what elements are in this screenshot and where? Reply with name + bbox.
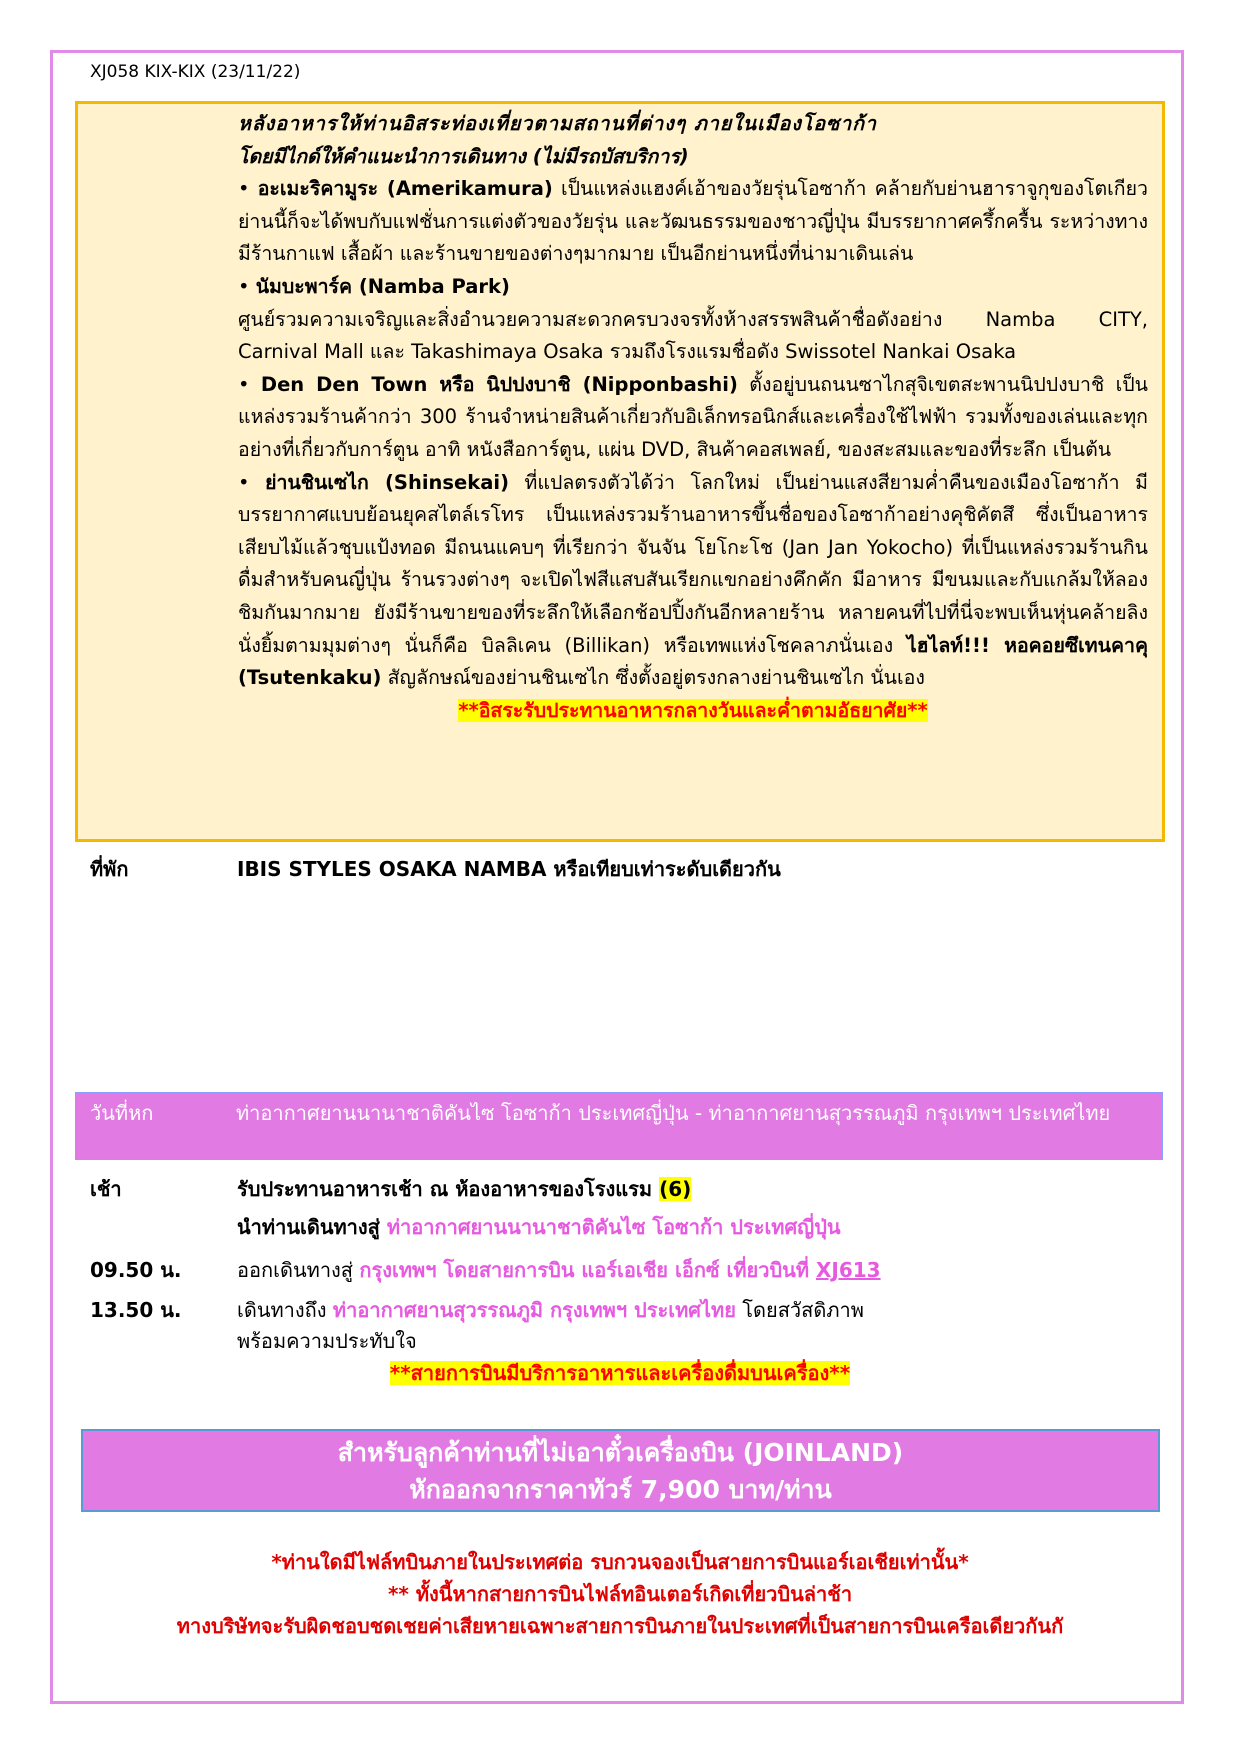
departure-prefix: ออกเดินทางสู่	[237, 1258, 360, 1282]
to-airport-row	[237, 1211, 841, 1243]
place-amerikamura: • อะเมะริคามูระ (Amerikamura) เป็นแหล่งแฮงค์เอ้าของวัยรุ่นโอซาก้า คล้ายกับย่านฮาราจูกุของโตเกียว ย่านนี้ก็จะได้พบกับแฟชั่นการแต่งตัวของวัยรุ่น และวัฒนธรรมของชาวญี่ปุ่น มีบรรยากาศครึ้กครื้น ระหว่างทางมีร้านกาแฟ เสื้อผ้า และร้านขายของต่างๆมากมาย เป็นอีกย่านหนึ่งที่น่ามาเดินเล่น	[238, 177, 1148, 266]
hotel-label: ที่พัก	[90, 857, 129, 881]
day-6-header	[75, 1092, 1163, 1160]
arrival-time: 13.50 น.	[90, 1298, 182, 1322]
breakfast-text: รับประทานอาหารเช้า ณ ห้องอาหารของโรงแรม	[237, 1177, 653, 1201]
meal-number: (6)	[659, 1177, 692, 1201]
place-shinsekai: • ย่านชินเซไก (Shinsekai) ที่แปลตรงตัวได้ว่า โลกใหม่ เป็นย่านแสงสียามค่ำคืนของเมืองโอซาก้า มีบรรยากาศแบบย้อนยุคสไตล์เรโทร เป็นแหล่งรวมร้านอาหารขึ้นชื่อของโอซาก้าอย่างคุชิคัตสึ ซึ่งเป็นอาหารเสียบไม้แล้วชุบแป้งทอด มีถนนแคบๆ ที่เรียกว่า จันจัน โยโกะโช (Jan Jan Yokocho) ที่เป็นแหล่งรวมร้านกินดื่มสำหรับคนญี่ปุ่น ร้านรวงต่างๆ จะเปิดไฟสีแสบสันเรียกแขกอย่างคึกคัก มีอาหาร มีขนมและกับแกล้มให้ลองชิมกันมากมาย ยังมีร้านขายของที่ระลึกให้เลือกช้อปปิ้งกันอีกหลายร้าน หลายคนที่ไปที่นี่จะพบเห็นหุ่นคล้ายลิงนั่งยิ้มตามมุมต่างๆ นั่นก็คือ บิลลิเคน (Billikan) หรือเทพแห่งโชคลาภนั่นเอง ไฮไลท์!!! หอคอยซึเทนคาคุ (Tsutenkaku) สัญลักษณ์ของย่านชินเซไก ซึ่งตั้งอยู่ตรงกลางย่านชินเซไก นั่นเอง	[238, 470, 1148, 690]
hotel-name: IBIS STYLES OSAKA NAMBA	[237, 857, 547, 881]
hotel-suffix: หรือเทียบเท่าระดับเดียวกัน	[546, 857, 781, 881]
place-text: ตั้งอยู่บนถนนซาไกสุจิเขตสะพานนิปปงบาชิ เป็นแหล่งรวมร้านค้ากว่า 300 ร้านจำหน่ายสินค้าเกี่ยวกับอิเล็กทรอนิกส์และเครื่องใช้ไฟฟ้า รวมทั้งของเล่นและทุกอย่างที่เกี่ยวกับการ์ตูน อาทิ หนังสือการ์ตูน, แผ่น DVD, สินค้าคอสเพลย์, ของสะสมและของที่ระลึก เป็นต้น	[238, 372, 1148, 461]
place-highlight: ไฮไลท์!!! หอคอยซึเทนคาคุ (Tsutenkaku)	[238, 633, 1148, 690]
arrival-suffix: โดยสวัสดิภาพ	[735, 1298, 864, 1322]
departure-time: 09.50 น.	[90, 1258, 182, 1282]
inflight-note: **สายการบินมีบริการอาหารและเครื่องดื่มบนเครื่อง**	[389, 1361, 851, 1385]
place-tail: สัญลักษณ์ของย่านชินเซไก ซึ่งตั้งอยู่ตรงกลางย่านชินเซไก นั่นเอง	[381, 666, 925, 690]
inflight-note-row	[0, 1357, 1240, 1389]
departure-airline: กรุงเทพฯ โดยสายการบิน แอร์เอเชีย เอ็กซ์ เที่ยวบินที่	[359, 1258, 816, 1282]
morning-label: เช้า	[90, 1177, 122, 1201]
arrival-row	[237, 1294, 864, 1326]
place-text: เป็นแหล่งแฮงค์เอ้าของวัยรุ่นโอซาก้า คล้ายกับย่านฮาราจูกุของโตเกียว ย่านนี้ก็จะได้พบกับแฟชั่นการแต่งตัวของวัยรุ่น และวัฒนธรรมของชาวญี่ปุ่น มีบรรยากาศครึ้กครื้น ระหว่างทางมีร้านกาแฟ เสื้อผ้า และร้านขายของต่างๆมากมาย เป็นอีกย่านหนึ่งที่น่ามาเดินเล่น	[238, 177, 1148, 266]
to-airport-prefix: นำท่านเดินทางสู่	[237, 1215, 387, 1239]
day-6-title: ท่าอากาศยานนานาชาติคันไซ โอซาก้า ประเทศญี่ปุ่น - ท่าอากาศยานสุวรรณภูมิ กรุงเทพฯ ประเทศไทย	[236, 1101, 1111, 1125]
place-title: อะเมะริคามูระ (Amerikamura)	[257, 177, 553, 201]
footnote-3: ทางบริษัทจะรับผิดชอบชดเชยค่าเสียหายเฉพาะสายการบินภายในประเทศที่เป็นสายการบินเครือเดียวกันกั	[176, 1614, 1064, 1638]
free-meal-note-row	[238, 695, 1148, 728]
joinland-box	[81, 1429, 1160, 1512]
departure-row	[237, 1254, 881, 1286]
place-text: ศูนย์รวมความเจริญและสิ่งอำนวยความสะดวกครบวงจรทั้งห้างสรรพสินค้าชื่อดังอย่าง Namba CITY, Carnival Mall และ Takashimaya Osaka รวมถึงโรงแรมชื่อดัง Swissotel Nankai Osaka	[238, 307, 1148, 364]
footnote-1: *ท่านใดมีไฟล์ทบินภายในประเทศต่อ รบกวนจองเป็นสายการบินแอร์เอเชียเท่านั้น*	[271, 1550, 969, 1574]
free-day-box	[75, 101, 1165, 842]
joinland-line-1: สำหรับลูกค้าท่านที่ไม่เอาตั๋วเครื่องบิน (JOINLAND)	[337, 1438, 904, 1467]
joinland-line-2: หักออกจากราคาทัวร์ 7,900 บาท/ท่าน	[409, 1475, 832, 1504]
intro-line-2: โดยมีไกด์ให้คำแนะนำการเดินทาง (ไม่มีรถบัสบริการ)	[238, 144, 689, 168]
breakfast-row	[237, 1173, 691, 1205]
place-namba-park: • นัมบะพาร์ค (Namba Park) ศูนย์รวมความเจริญและสิ่งอำนวยความสะดวกครบวงจรทั้งห้างสรรพสินค้าชื่อดังอย่าง Namba CITY, Carnival Mall และ Takashimaya Osaka รวมถึงโรงแรมชื่อดัง Swissotel Nankai Osaka	[238, 274, 1148, 364]
hotel-info	[237, 853, 781, 885]
arrival-line-2: พร้อมความประทับใจ	[237, 1329, 417, 1353]
arrival-prefix: เดินทางถึง	[237, 1298, 333, 1322]
place-nipponbashi: • Den Den Town หรือ นิปปงบาชิ (Nipponbashi) ตั้งอยู่บนถนนซาไกสุจิเขตสะพานนิปปงบาชิ เป็นแหล่งรวมร้านค้ากว่า 300 ร้านจำหน่ายสินค้าเกี่ยวกับอิเล็กทรอนิกส์และเครื่องใช้ไฟฟ้า รวมทั้งของเล่นและทุกอย่างที่เกี่ยวกับการ์ตูน อาทิ หนังสือการ์ตูน, แผ่น DVD, สินค้าคอสเพลย์, ของสะสมและของที่ระลึก เป็นต้น	[238, 372, 1148, 461]
free-day-content	[238, 108, 1148, 727]
place-title: ย่านชินเซไก (Shinsekai)	[265, 470, 509, 494]
place-title: นัมบะพาร์ค (Namba Park)	[255, 274, 510, 298]
arrival-place: ท่าอากาศยานสุวรรณภูมิ กรุงเทพฯ ประเทศไทย	[332, 1298, 736, 1322]
place-title: Den Den Town หรือ นิปปงบาชิ (Nipponbashi)	[260, 372, 738, 396]
to-airport-place: ท่าอากาศยานนานาชาติคันไซ โอซาก้า ประเทศญี่ปุ่น	[386, 1215, 841, 1239]
place-text: ที่แปลตรงตัวได้ว่า โลกใหม่ เป็นย่านแสงสียามค่ำคืนของเมืองโอซาก้า มีบรรยากาศแบบย้อนยุคสไตล์เรโทร เป็นแหล่งรวมร้านอาหารขึ้นชื่อของโอซาก้าอย่างคุชิคัตสึ ซึ่งเป็นอาหารเสียบไม้แล้วชุบแป้งทอด มีถนนแคบๆ ที่เรียกว่า จันจัน โยโกะโช (Jan Jan Yokocho) ที่เป็นแหล่งรวมร้านกินดื่มสำหรับคนญี่ปุ่น ร้านรวงต่างๆ จะเปิดไฟสีแสบสันเรียกแขกอย่างคึกคัก มีอาหาร มีขนมและกับแกล้มให้ลองชิมกันมากมาย ยังมีร้านขายของที่ระลึกให้เลือกช้อปปิ้งกันอีกหลายร้าน หลายคนที่ไปที่นี่จะพบเห็นหุ่นคล้ายลิงนั่งยิ้มตามมุมต่างๆ นั่นก็คือ บิลลิเคน (Billikan) หรือเทพแห่งโชคลาภนั่นเอง	[238, 470, 1148, 657]
intro-line-1: หลังอาหารให้ท่านอิสระท่องเที่ยวตามสถานที่ต่างๆ ภายในเมืองโอซาก้า	[238, 112, 877, 135]
footnote-2: ** ทั้งนี้หากสายการบินไฟล์ทอินเตอร์เกิดเที่ยวบินล่าช้า	[387, 1582, 853, 1606]
free-meal-note: **อิสระรับประทานอาหารกลางวันและค่ำตามอัธยาศัย**	[458, 698, 928, 722]
tour-code: XJ058 KIX-KIX (23/11/22)	[90, 62, 301, 82]
day-6-label: วันที่หก	[90, 1101, 154, 1125]
flight-number-link[interactable]: XJ613	[815, 1258, 881, 1282]
